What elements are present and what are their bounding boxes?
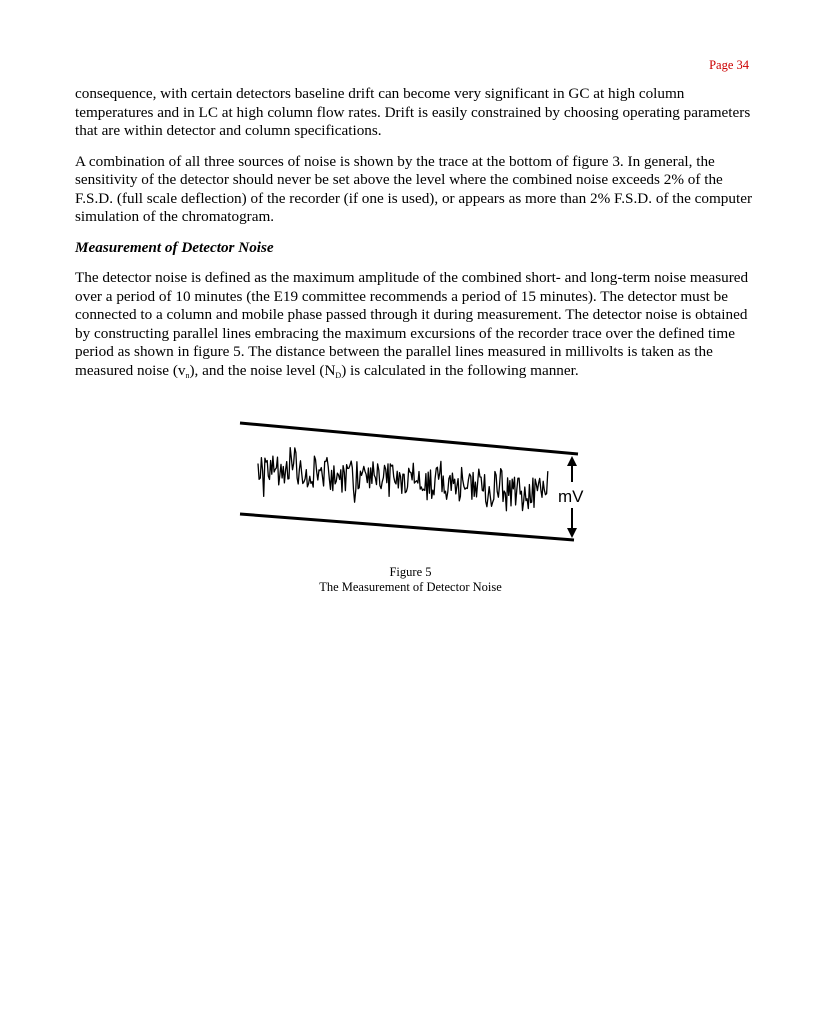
paragraph-drift: consequence, with certain detectors baseline drift can become very significant in GC at high column temperatures and in LC at high column flow rates. Drift is easily constrained by choosing operating parameters that are within detector and column specifications. [75, 85, 751, 139]
subscript-d: D [335, 370, 342, 380]
lower-envelope-line [240, 514, 574, 540]
page-number: Page 34 [709, 58, 749, 72]
mv-label: mV [558, 487, 584, 506]
paragraph-noise-definition [75, 269, 755, 385]
figure-number: Figure 5 [389, 565, 432, 579]
figure-caption [0, 565, 821, 595]
noise-diagram [236, 418, 588, 546]
noise-definition-text-2: ), and the noise level (N [189, 361, 336, 379]
subscript-n: n [185, 370, 190, 380]
figure-title: The Measurement of Detector Noise [319, 580, 502, 594]
arrow-down-icon [567, 528, 577, 538]
noise-trace [258, 448, 548, 511]
noise-definition-text-3: ) is calculated in the following manner. [341, 361, 579, 379]
noise-figure [236, 418, 588, 546]
section-heading: Measurement of Detector Noise [75, 238, 274, 256]
document-body [75, 85, 755, 397]
arrow-up-icon [567, 456, 577, 466]
noise-definition-text-1: The detector noise is defined as the maximum amplitude of the combined short- and long-term noise measured over a period of 10 minutes (the E19 committee recommends a period of 15 minutes). The detector must be connected to a column and mobile phase passed through it during measurement. The detector noise is obtained by constructing parallel lines embracing the maximum excursions of the recorder trace over the defined time period as shown in figure 5. The distance between the parallel lines measured in millivolts is taken as the measured noise (v [75, 269, 749, 379]
paragraph-combined-noise: A combination of all three sources of noise is shown by the trace at the bottom of figure 3. In general, the sensitivity of the detector should never be set above the level where the combined noise exceeds 2% of the F.S.D. (full scale deflection) of the recorder (if one is used), or appears as more than 2% F.S.D. of the computer simulation of the chromatogram. [75, 152, 752, 225]
